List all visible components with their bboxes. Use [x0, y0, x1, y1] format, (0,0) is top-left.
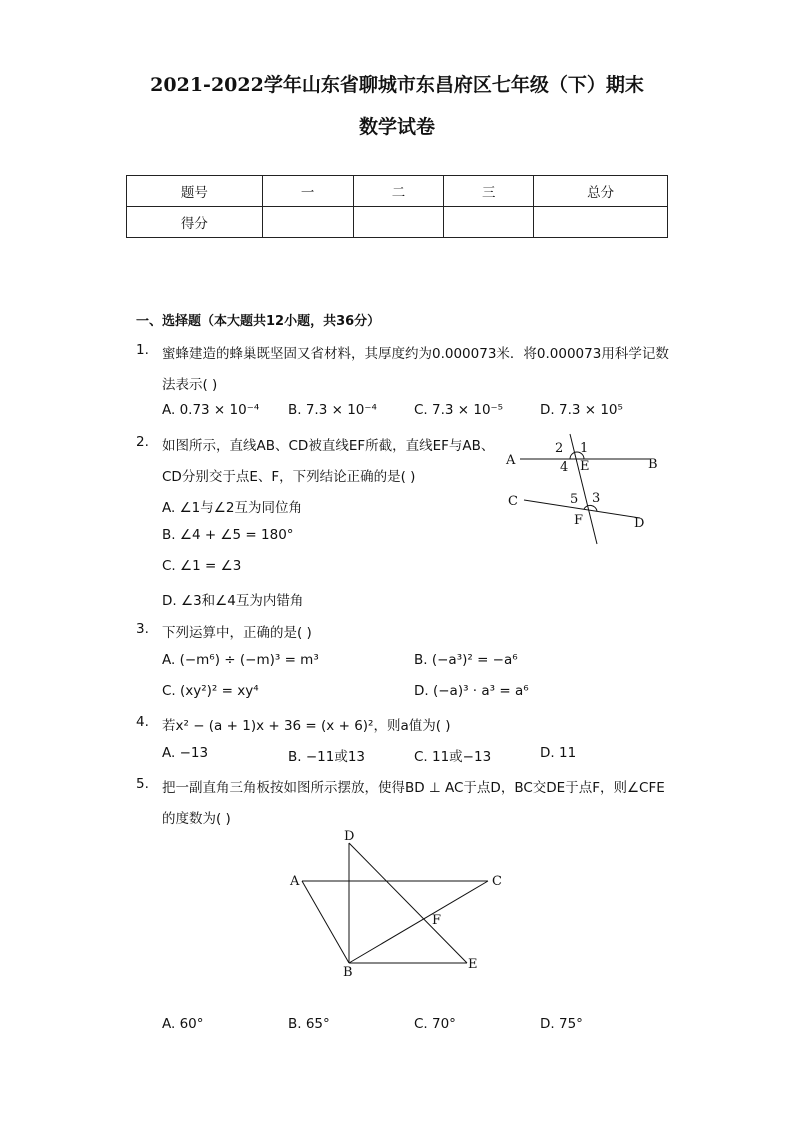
exam-title-line2: 数学试卷	[358, 116, 435, 138]
question-text: 蜜蜂建造的蜂巢既坚固又省材料，其厚度约为0.000073米．将0.000073用科学记数	[162, 346, 669, 362]
question-text: 法表示( )	[162, 377, 218, 393]
option-b: B. 65°	[288, 1016, 330, 1032]
question-number: 1.	[136, 342, 149, 358]
option-b: B. (−a³)² = −a⁶	[414, 652, 518, 668]
label-angle-3: 3	[592, 491, 601, 506]
score-table-cell: 得分	[127, 207, 263, 238]
score-table-cell	[444, 207, 534, 238]
label-f: F	[574, 513, 584, 528]
question-number: 2.	[136, 434, 149, 450]
question-text: 下列运算中，正确的是( )	[162, 625, 312, 641]
score-table	[126, 175, 668, 238]
label-e: E	[468, 957, 478, 972]
triangle-ruler-figure	[280, 828, 520, 983]
score-table-cell: 三	[444, 176, 534, 207]
option-c: C. 7.3 × 10⁻⁵	[414, 402, 504, 418]
score-table-header-row	[127, 176, 668, 207]
option-a: A. −13	[162, 745, 209, 761]
label-d: D	[344, 829, 355, 844]
option-a: A. 0.73 × 10⁻⁴	[162, 402, 260, 418]
section-title: 一、选择题（本大题共12小题，共36分）	[136, 314, 381, 329]
label-angle-4: 4	[560, 460, 569, 475]
option-d: D. ∠3和∠4互为内错角	[162, 593, 304, 609]
option-d: D. 11	[540, 745, 577, 761]
question-number: 4.	[136, 714, 149, 730]
score-table-cell: 二	[353, 176, 444, 207]
score-table-score-row	[127, 207, 668, 238]
score-table-cell: 总分	[534, 176, 668, 207]
question-number: 5.	[136, 776, 149, 792]
option-c: C. ∠1 = ∠3	[162, 558, 242, 574]
question-text: 如图所示，直线AB、CD被直线EF所截，直线EF与AB、	[162, 438, 495, 454]
score-table-cell	[262, 207, 353, 238]
option-d: D. 75°	[540, 1016, 583, 1032]
question-number: 3.	[136, 621, 149, 637]
option-c: C. (xy²)² = xy⁴	[162, 683, 259, 699]
label-f: F	[432, 913, 442, 928]
option-a: A. (−m⁶) ÷ (−m)³ = m³	[162, 652, 319, 668]
segment-bc	[349, 881, 488, 963]
question-text: 把一副直角三角板按如图所示摆放，使得BD ⊥ AC于点D，BC交DE于点F，则∠CFE	[162, 780, 665, 796]
score-table-cell: 一	[262, 176, 353, 207]
label-a: A	[290, 874, 300, 889]
option-c: C. 11或−13	[414, 749, 492, 765]
segment-de	[349, 843, 467, 963]
option-a: A. 60°	[162, 1016, 204, 1032]
option-d: D. 7.3 × 10⁵	[540, 402, 623, 418]
label-b: B	[648, 457, 658, 472]
option-c: C. 70°	[414, 1016, 456, 1032]
option-b: B. ∠4 + ∠5 = 180°	[162, 527, 294, 543]
label-a: A	[506, 453, 516, 468]
label-b: B	[343, 965, 353, 980]
option-b: B. 7.3 × 10⁻⁴	[288, 402, 377, 418]
option-b: B. −11或13	[288, 749, 366, 765]
label-d: D	[634, 516, 645, 531]
label-angle-5: 5	[570, 492, 579, 507]
option-a: A. ∠1与∠2互为同位角	[162, 500, 302, 516]
label-c: C	[508, 494, 518, 509]
score-table-cell: 题号	[127, 176, 263, 207]
question-text: 若x² − (a + 1)x + 36 = (x + 6)²，则a值为( )	[162, 718, 451, 734]
exam-title-line1: 2021-2022学年山东省聊城市东昌府区七年级（下）期末	[150, 74, 644, 96]
label-e: E	[580, 459, 590, 474]
segment-ab	[302, 881, 349, 963]
option-d: D. (−a)³ · a³ = a⁶	[414, 683, 529, 699]
label-angle-2: 2	[555, 441, 564, 456]
label-c: C	[492, 874, 502, 889]
question-text: 的度数为( )	[162, 811, 231, 827]
question-text: CD分别交于点E、F，下列结论正确的是( )	[162, 469, 416, 485]
score-table-cell	[353, 207, 444, 238]
label-angle-1: 1	[580, 441, 589, 456]
score-table-cell	[534, 207, 668, 238]
parallel-lines-figure	[500, 428, 670, 548]
